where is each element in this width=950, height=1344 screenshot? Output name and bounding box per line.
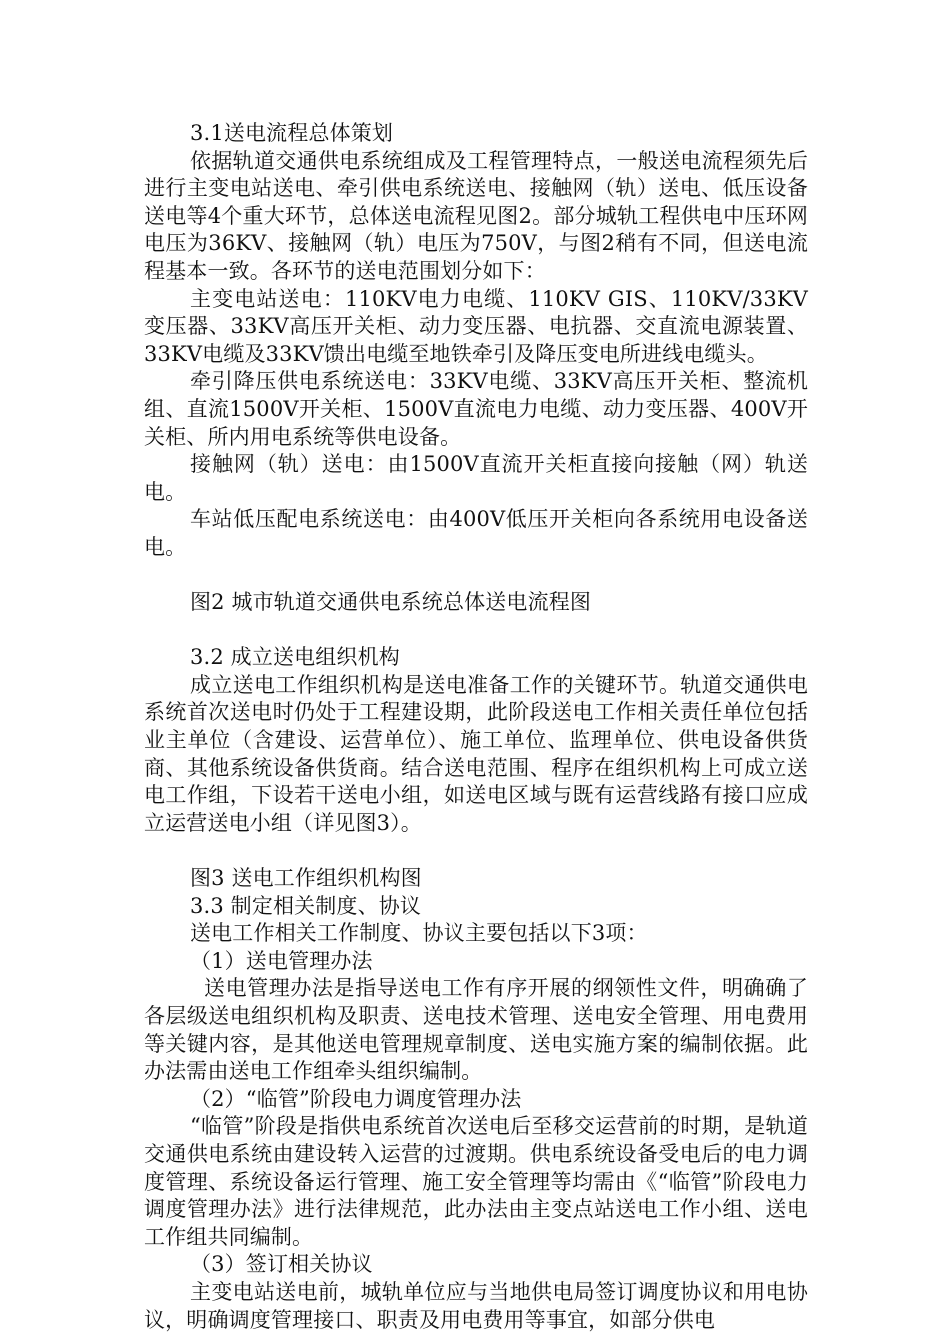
paragraph: 主变电站送电前，城轨单位应与当地供电局签订调度协议和用电协议，明确调度管理接口、职责及用电费用等事宜，如部分供电 — [144, 1279, 808, 1332]
section-heading-3-1: 3.1送电流程总体策划 — [190, 121, 394, 145]
paragraph: “临管”阶段是指供电系统首次送电后至移交运营前的时期，是轨道交通供电系统由建设转入运营的过渡期。供电系统设备受电后的电力调度管理、系统设备运行管理、施工安全管理等均需由《“临管”阶段电力调度管理办法》进行法律规范，此办法由主变点站送电工作小组、送电工作组共同编制。 — [144, 1114, 808, 1249]
section-heading-3-3: 3.3 制定相关制度、协议 — [190, 893, 422, 918]
paragraph: 车站低压配电系统送电：由400V低压开关柜向各系统用电设备送电。 — [144, 507, 808, 559]
paragraph: 成立送电工作组织机构是送电准备工作的关键环节。轨道交通供电系统首次送电时仍处于工程建设期，此阶段送电工作相关责任单位包括业主单位（含建设、运营单位）、施工单位、监理单位、供电设备供货商、其他系统设备供货商。结合送电范围、程序在组织机构上可成立送电工作组，下设若干送电小组，如送电区域与既有运营线路有接口应成立运营送电小组（详见图3）。 — [144, 672, 808, 835]
spacer — [144, 837, 808, 865]
figure-caption: 图2 城市轨道交通供电系统总体送电流程图 — [190, 590, 592, 615]
subheading: （2）“临管”阶段电力调度管理办法 — [190, 1086, 522, 1111]
paragraph: 主变电站送电：110KV电力电缆、110KV GIS、110KV/33KV变压器、33KV高压开关柜、动力变压器、电抗器、交直流电源装置、33KV电缆及33KV馈出电缆至地铁牵引及降压变电所进线电缆头。 — [144, 286, 808, 366]
paragraph: 依据轨道交通供电系统组成及工程管理特点，一般送电流程须先后进行主变电站送电、牵引供电系统送电、接触网（轨）送电、低压设备送电等4个重大环节，总体送电流程见图2。部分城轨工程供电中压环网电压为36KV、接触网（轨）电压为750V，与图2稍有不同，但送电流程基本一致。各环节的送电范围划分如下： — [144, 148, 808, 283]
spacer — [144, 562, 808, 590]
section-heading-3-2: 3.2 成立送电组织机构 — [190, 645, 400, 670]
spacer — [144, 617, 808, 645]
subheading: （3）签订相关协议 — [190, 1252, 373, 1277]
document-body — [144, 120, 808, 1334]
subheading: （1）送电管理办法 — [190, 948, 373, 973]
paragraph: 接触网（轨）送电：由1500V直流开关柜直接向接触（网）轨送电。 — [144, 452, 808, 504]
paragraph: 送电管理办法是指导送电工作有序开展的纲领性文件，明确确了各层级送电组织机构及职责、送电技术管理、送电安全管理、用电费用等关键内容，是其他送电管理规章制度、送电实施方案的编制依据。此办法需由送电工作组牵头组织编制。 — [144, 976, 808, 1084]
paragraph: 送电工作相关工作制度、协议主要包括以下3项： — [190, 921, 648, 946]
paragraph: 牵引降压供电系统送电：33KV电缆、33KV高压开关柜、整流机组、直流1500V开关柜、1500V直流电力电缆、动力变压器、400V开关柜、所内用电系统等供电设备。 — [144, 369, 808, 449]
figure-caption: 图3 送电工作组织机构图 — [190, 866, 422, 891]
